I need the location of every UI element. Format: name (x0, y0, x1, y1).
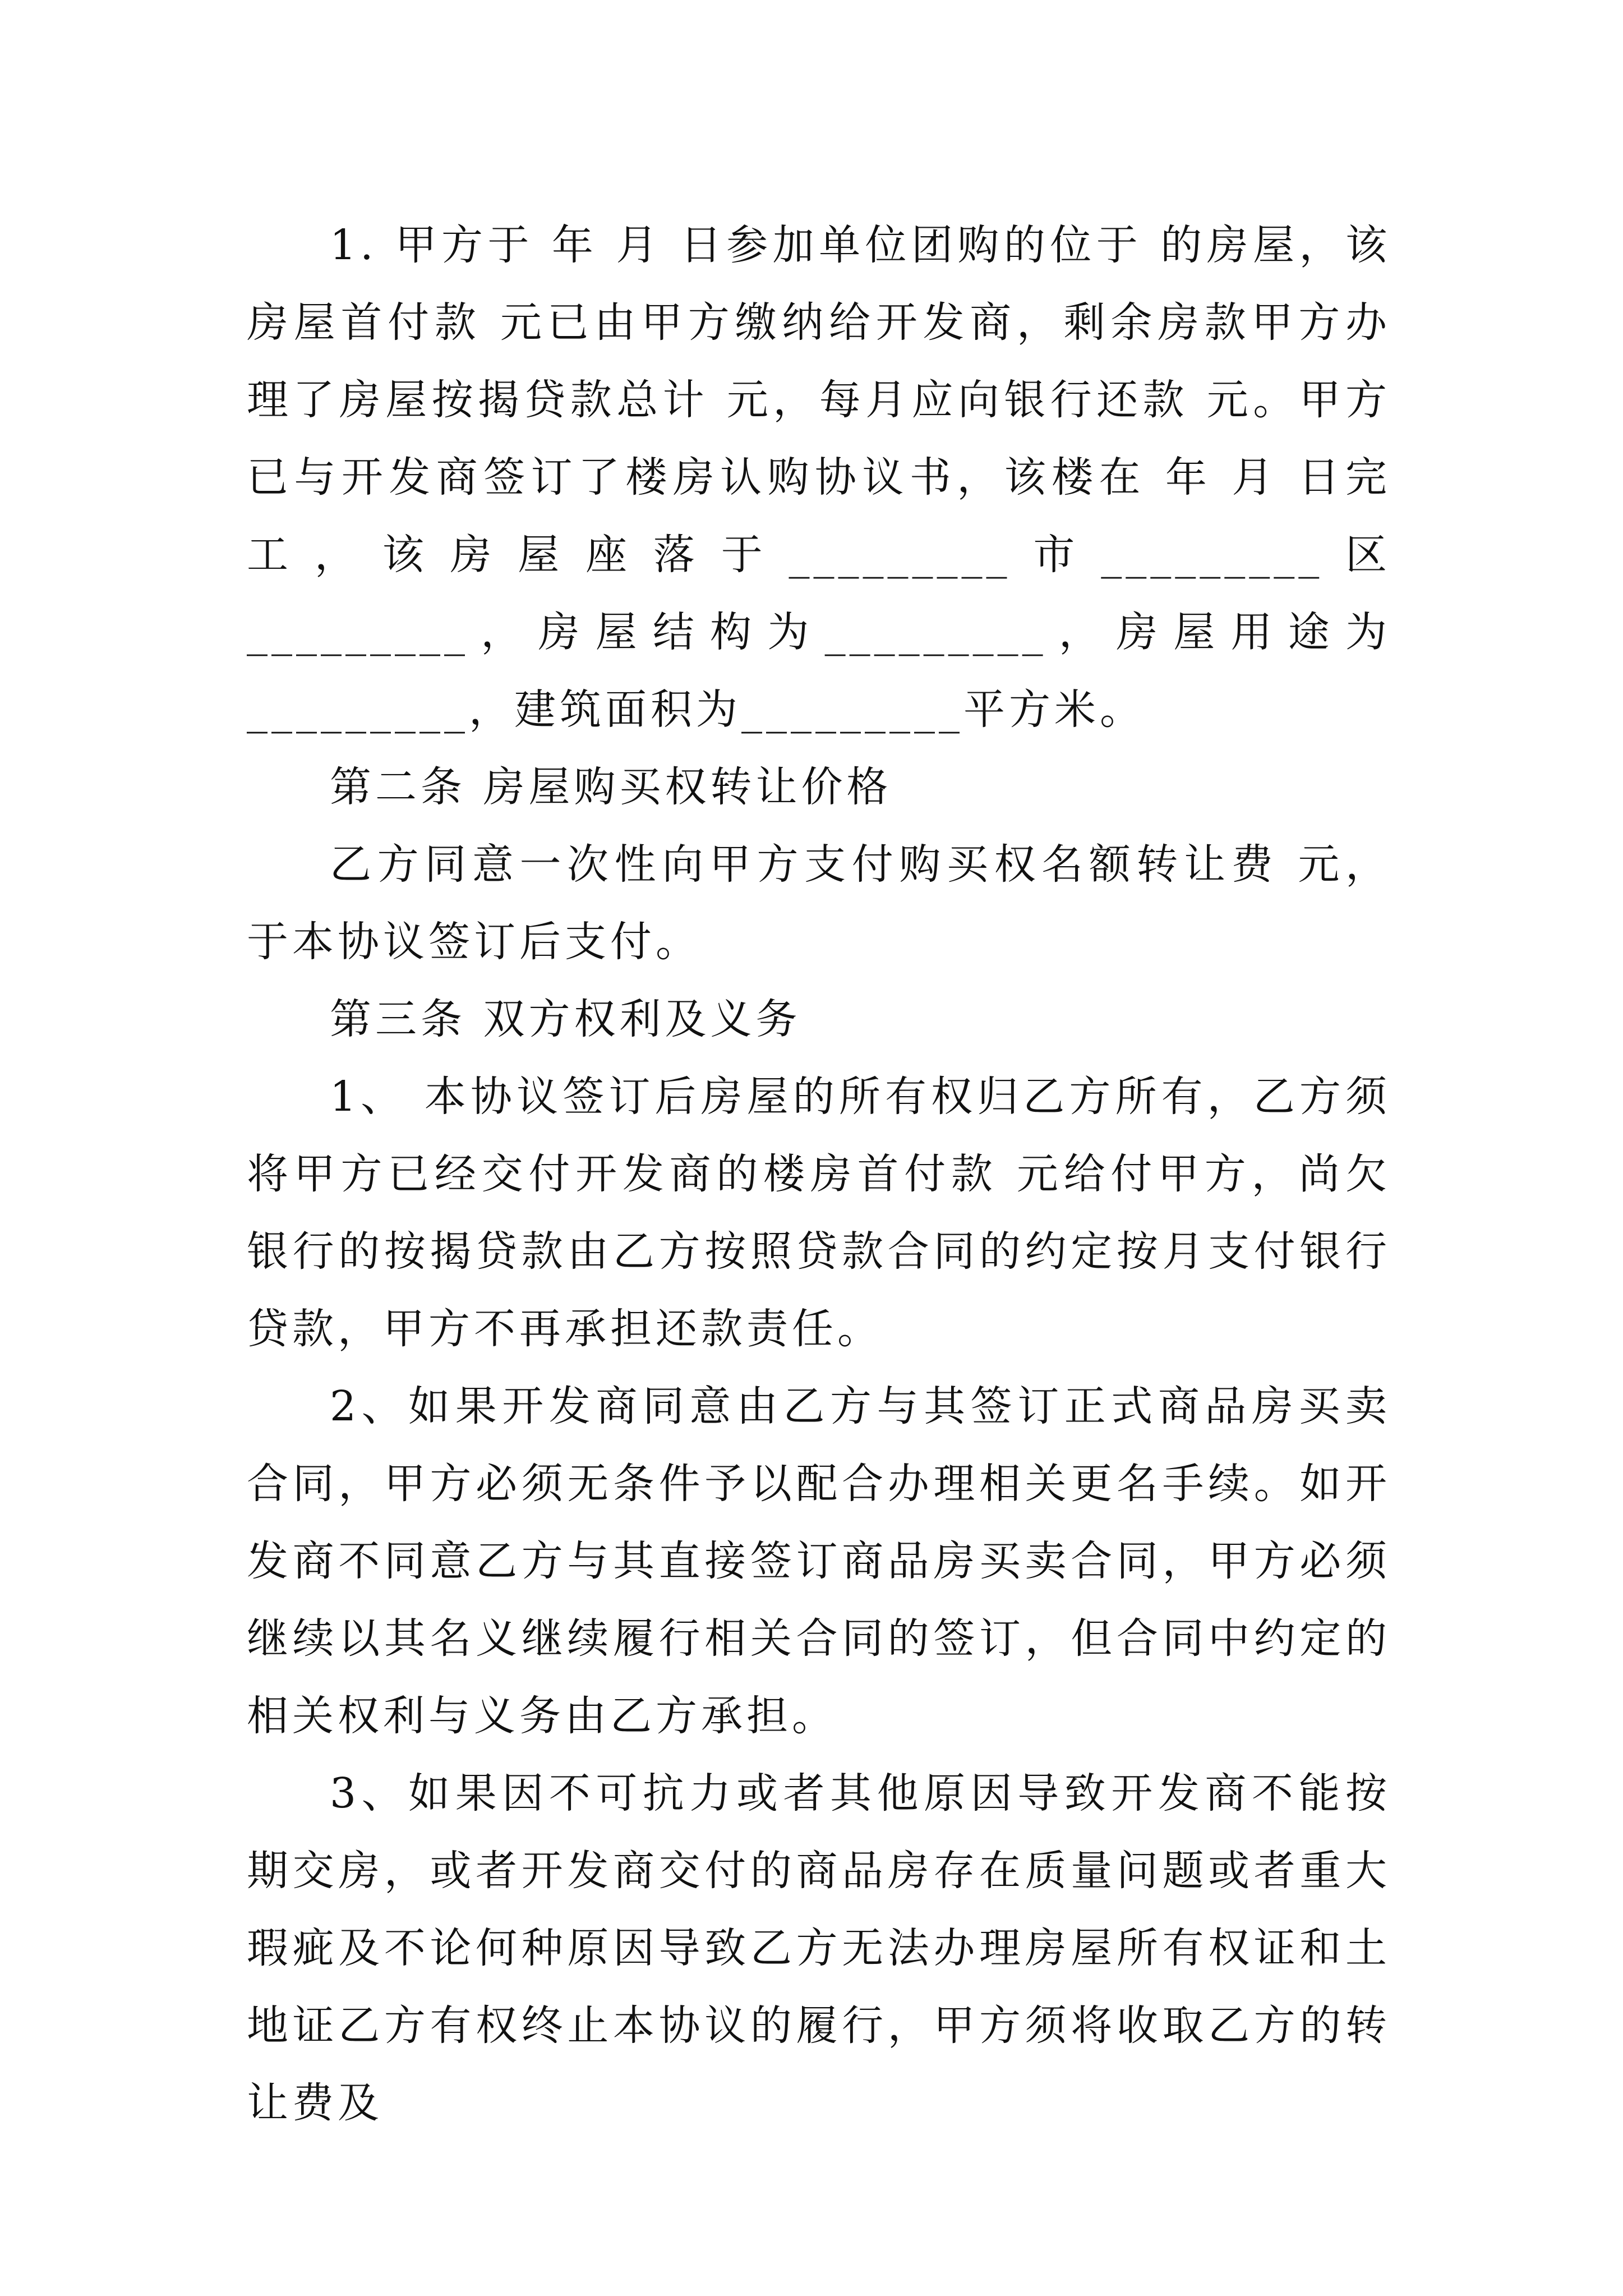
text-line: 同，甲方必须无条件予以配合办理相关更名手续。如开发商 (247, 1460, 1391, 1585)
text-line: 第三条 双方权利及义务 (330, 995, 801, 1043)
text-line: 1. 甲方于 年 月 日参加单位团购的位于 的房屋，该 (330, 221, 1391, 269)
paragraph-clause1-item1 (247, 206, 1391, 748)
text-line: 甲方不再承担还款责任。 (383, 1305, 883, 1353)
text-line: 房屋座落于_________市_________区_________，房屋结构 (247, 531, 1391, 656)
text-line: 3、如果因不可抗力或者其他原因导致开发商不能按期 (247, 1769, 1391, 1895)
text-line: 乙方同意一次性向甲方支付购买权名额转让费 元，于 (247, 840, 1391, 966)
text-line: 交房，或者开发商交付的商品房存在质量问题或者重大瑕疵 (247, 1847, 1391, 1972)
text-line: 1、 本协议签订后房屋的所有权归乙方所有，乙方须将 (247, 1073, 1391, 1198)
text-line: 平方米。 (963, 685, 1145, 734)
paragraph-article3-item3 (247, 1755, 1391, 2142)
text-line: 与义务由乙方承担。 (428, 1692, 837, 1740)
paragraph-article3-item2 (247, 1368, 1391, 1755)
paragraph-article3-item1 (247, 1058, 1391, 1368)
text-line: 开发商签订了楼房认购协议书，该楼在 年 月 日完工，该 (247, 453, 1391, 579)
text-line: 2、如果开发商同意由乙方与其签订正式商品房买卖合 (247, 1382, 1391, 1508)
text-line: 房屋首付款 元已由甲方缴纳给开发商，剩余房款甲方办理 (247, 298, 1391, 424)
document-body (247, 206, 1391, 2142)
text-line: 本协议签订后支付。 (292, 918, 701, 966)
text-line: 及不论何种原因导致乙方无法办理房屋所有权证和土地证 (247, 1924, 1391, 2050)
paragraph-article2-body (247, 826, 1391, 981)
text-line: 乙方有权终止本协议的履行，甲方须将收取乙方的转让费及 (247, 2001, 1391, 2127)
text-line: 第二条 房屋购买权转让价格 (330, 763, 892, 811)
text-line: 其名义继续履行相关合同的签订，但合同中约定的相关权利 (247, 1614, 1391, 1740)
text-line: 了房屋按揭贷款总计 元，每月应向银行还款 元。甲方已与 (247, 376, 1391, 501)
text-line: 的按揭贷款由乙方按照贷款合同的约定按月支付银行贷款， (247, 1227, 1391, 1353)
heading-article-2 (247, 748, 1391, 826)
text-line: 为_________，房屋用途为_________，建筑面积为_________ (247, 608, 1391, 734)
heading-article-3 (247, 981, 1391, 1058)
text-line: 甲方已经交付开发商的楼房首付款 元给付甲方，尚欠银行 (247, 1150, 1391, 1276)
text-line: 不同意乙方与其直接签订商品房买卖合同，甲方必须继续以 (247, 1537, 1391, 1663)
